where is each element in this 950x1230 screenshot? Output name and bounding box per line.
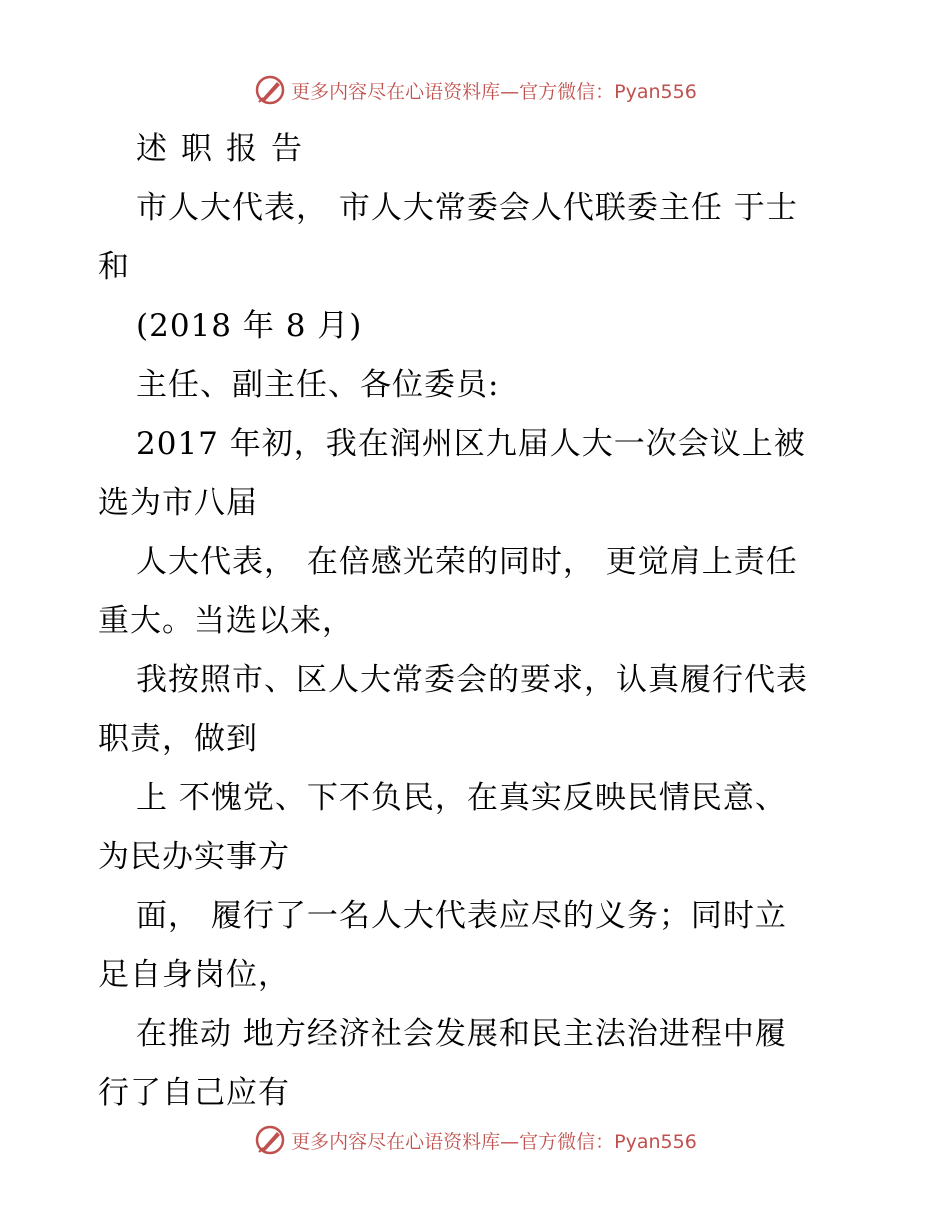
quill-pen-logo-icon [253,1123,287,1157]
doc-line: 市人大代表， 市人大常委会人代联委主任 于士 [136,190,798,226]
doc-line: 足自身岗位， [98,957,290,993]
doc-line: 重大。当选以来， [98,603,354,639]
doc-line: 2017 年初，我在润州区九届人大一次会议上被 [136,426,806,462]
doc-line: 选为市八届 [98,485,258,521]
doc-line: 职责，做到 [98,721,258,757]
doc-line: 为民办实事方 [98,839,290,875]
doc-line: 上 不愧党、下不负民，在真实反映民情民意、 [136,780,787,816]
doc-line: 在推动 地方经济社会发展和民主法治进程中履 [136,1016,787,1052]
doc-line: 面， 履行了一名人大代表应尽的义务；同时立 [136,898,787,934]
doc-line: 和 [98,249,130,285]
footer-watermark [0,1120,950,1160]
doc-line: 行了自己应有 [98,1075,290,1111]
watermark-text: 更多内容尽在心语资料库—官方微信：Pyan556 [291,80,697,103]
doc-line: 人大代表， 在倍感光荣的同时， 更觉肩上责任 [136,544,798,580]
doc-line: 我按照市、区人大常委会的要求，认真履行代表 [136,662,808,698]
header-watermark [0,70,950,110]
doc-title: 述职报告 [136,131,316,167]
watermark-text: 更多内容尽在心语资料库—官方微信：Pyan556 [291,1130,697,1153]
document-body [98,120,858,1123]
quill-pen-logo-icon [253,73,287,107]
doc-salutation: 主任、副主任、各位委员: [136,367,500,403]
doc-date: (2018 年 8 月) [136,308,363,344]
